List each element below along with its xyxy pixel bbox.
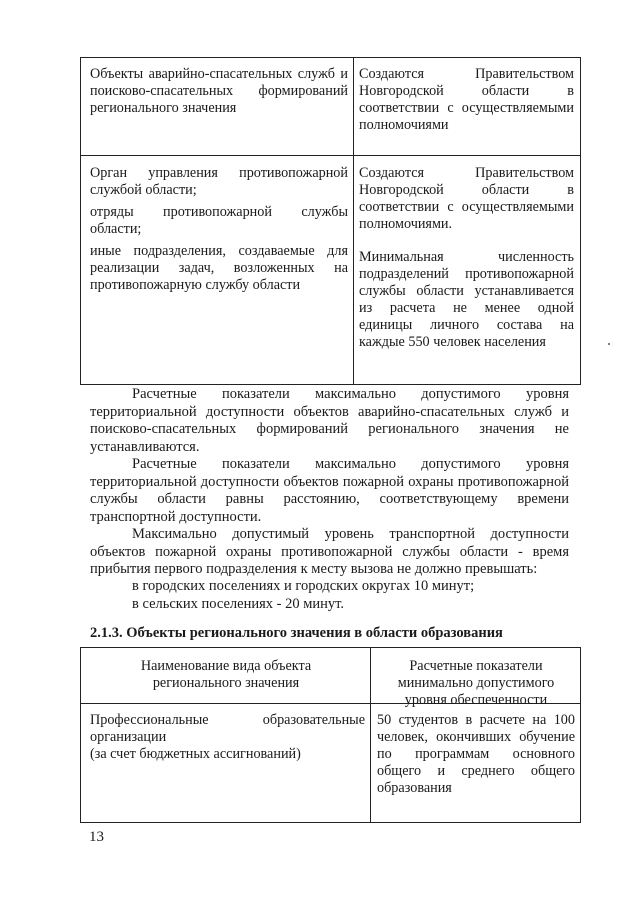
- table-divider: [353, 58, 354, 384]
- cell-text: Создаются Правительством Новгородской области в соответствии с осуществляемыми полномочиями: [359, 66, 574, 133]
- education-table: [80, 647, 581, 823]
- facilities-table: [80, 57, 581, 385]
- cell-paragraph: (за счет бюджетных ассигнований): [90, 746, 301, 762]
- table-header-name: [111, 658, 341, 692]
- page-number: 13: [89, 829, 104, 845]
- table-cell-created-by: [359, 66, 574, 134]
- body-paragraph: Максимально допустимый уровень транспортной доступности объектов пожарной охраны противопожарной службы области - время прибытия первого подразделения к месту вызова не должно превышать:: [90, 526, 569, 577]
- list-line: в городских поселениях и городских округах 10 минут;: [132, 578, 475, 594]
- table-divider: [81, 155, 580, 156]
- header-text: Наименование вида объекта регионального значения: [140, 658, 312, 691]
- table-divider: [370, 648, 371, 822]
- body-paragraph: Расчетные показатели максимально допустимого уровня территориальной доступности объектов аварийно-спасательных служб и поисково-спасательных формирований регионального значения не устанавливаются.: [90, 386, 569, 455]
- cell-paragraph: иные подразделения, создаваемые для реализации задач, возложенных на противопожарную службу области: [90, 243, 348, 293]
- cell-text: 50 студентов в расчете на 100 человек, окончивших обучение по программам основного общего и среднего общего образования: [377, 712, 575, 796]
- table-header-indicators: [377, 658, 575, 709]
- list-line: в сельских поселениях - 20 минут.: [132, 596, 345, 612]
- cell-paragraph: отряды противопожарной службы области;: [90, 204, 348, 237]
- cell-paragraph: Орган управления противопожарной службой области;: [90, 165, 348, 198]
- table-cell-objects: [90, 66, 348, 117]
- scan-speck: [608, 343, 610, 345]
- body-paragraph: Расчетные показатели максимально допустимого уровня территориальной доступности объектов пожарной охраны противопожарной службы области равны расстоянию, соответствующему времени транспортной доступности.: [90, 456, 569, 525]
- cell-paragraph: Минимальная численность подразделений противопожарной службы области устанавливается из расчета не менее одной единицы личного состава на каждые 550 человек населения: [359, 249, 574, 350]
- table-cell-fire-service: [90, 165, 348, 294]
- cell-text: Объекты аварийно-спасательных служб и поисково-спасательных формирований регионального значения: [90, 66, 348, 116]
- header-text: Расчетные показатели минимально допустимого уровня обеспеченности: [397, 658, 555, 708]
- table-cell-fire-service-norms: [359, 165, 574, 351]
- section-heading: 2.1.3. Объекты регионального значения в области образования: [90, 625, 503, 641]
- table-cell-students-norm: [377, 712, 575, 797]
- cell-paragraph: Создаются Правительством Новгородской области в соответствии с осуществляемыми полномочиями.: [359, 165, 574, 232]
- table-cell-organizations: [90, 712, 365, 763]
- cell-paragraph: Профессиональные образовательные организации: [90, 712, 365, 745]
